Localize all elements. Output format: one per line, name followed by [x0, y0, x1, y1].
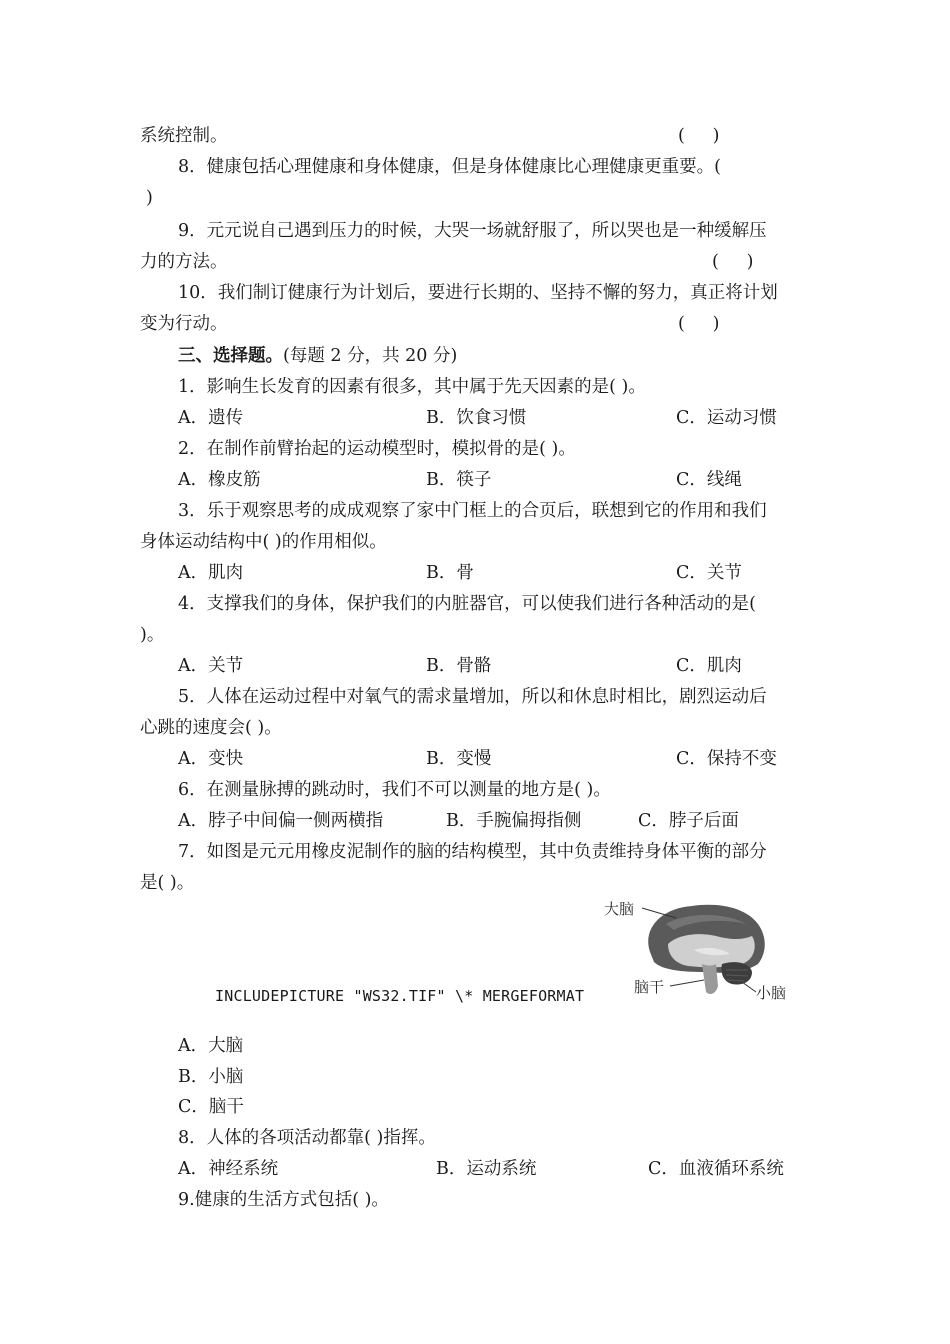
- tf-q9-line2: 力的方法。: [140, 252, 228, 272]
- section-note: (每题 2 分，共 20 分): [283, 346, 458, 366]
- mc-q4-stem-line1: 4．支撑我们的身体，保护我们的内脏器官，可以使我们进行各种活动的是(: [178, 594, 756, 614]
- mc-q5-option-c: C．保持不变: [676, 749, 777, 769]
- tf-q8-line1: 8．健康包括心理健康和身体健康，但是身体健康比心理健康更重要。(: [178, 157, 721, 177]
- tf-q10-answer-paren: ( ): [678, 314, 720, 334]
- tf-q10-line1: 10．我们制订健康行为计划后，要进行长期的、坚持不懈的努力，真正将计划: [178, 283, 778, 303]
- tf-q10-line2: 变为行动。: [140, 314, 228, 334]
- mc-q9-stem: 9.健康的生活方式包括( )。: [178, 1190, 389, 1210]
- brainstem-shape: [702, 964, 718, 994]
- mc-q8-stem: 8．人体的各项活动都靠( )指挥。: [178, 1128, 436, 1148]
- label-brainstem: 脑干: [634, 978, 665, 996]
- q7-tail: 系统控制。: [140, 126, 228, 146]
- mc-q8-option-a: A．神经系统: [178, 1159, 279, 1179]
- mc-q6-option-c: C．脖子后面: [638, 811, 739, 831]
- mc-q3-option-c: C．关节: [676, 563, 742, 583]
- cerebellum-leader-line: [742, 982, 756, 992]
- mc-q6-option-b: B．手腕偏拇指侧: [446, 811, 582, 831]
- mc-q7-option-a: A．大脑: [178, 1036, 244, 1056]
- mc-q3-stem-line2: 身体运动结构中( )的作用相似。: [140, 532, 387, 552]
- section-heading: [178, 344, 457, 368]
- mc-q8-option-b: B．运动系统: [436, 1159, 537, 1179]
- mc-q5-stem-line2: 心跳的速度会( )。: [140, 718, 282, 738]
- mc-q5-stem-line1: 5．人体在运动过程中对氧气的需求量增加，所以和休息时相比，剧烈运动后: [178, 687, 767, 707]
- includepicture-field-code: INCLUDEPICTURE "WS32.TIF" \* MERGEFORMAT: [215, 987, 585, 1005]
- mc-q7-stem-line1: 7．如图是元元用橡皮泥制作的脑的结构模型，其中负责维持身体平衡的部分: [178, 842, 767, 862]
- mc-q4-option-c: C．肌肉: [676, 656, 742, 676]
- mc-q2-option-c: C．线绳: [676, 470, 742, 490]
- mc-q8-option-c: C．血液循环系统: [648, 1159, 784, 1179]
- mc-q2-stem: 2．在制作前臂抬起的运动模型时，模拟骨的是( )。: [178, 439, 576, 459]
- section-title: 三、选择题。: [178, 346, 283, 366]
- mc-q6-option-a: A．脖子中间偏一侧两横指: [178, 811, 384, 831]
- mc-q1-option-a: A．遗传: [178, 408, 244, 428]
- mc-q3-option-a: A．肌肉: [178, 563, 244, 583]
- mc-q4-option-a: A．关节: [178, 656, 244, 676]
- mc-q4-option-b: B．骨骼: [426, 656, 492, 676]
- brain-figure: [596, 894, 796, 1004]
- mc-q2-option-a: A．橡皮筋: [178, 470, 261, 490]
- q7-answer-paren: ( ): [678, 126, 720, 146]
- mc-q1-option-c: C．运动习惯: [676, 408, 777, 428]
- mc-q6-stem: 6．在测量脉搏的跳动时，我们不可以测量的地方是( )。: [178, 780, 611, 800]
- label-cerebellum: 小脑: [756, 984, 787, 1002]
- mc-q7-option-c: C．脑干: [178, 1097, 244, 1117]
- tf-q8-line2: ): [146, 188, 153, 208]
- mc-q1-option-b: B．饮食习惯: [426, 408, 527, 428]
- mc-q7-stem-line2: 是( )。: [140, 873, 195, 893]
- mc-q7-option-b: B．小脑: [178, 1067, 244, 1087]
- mc-q3-stem-line1: 3．乐于观察思考的成成观察了家中门框上的合页后，联想到它的作用和我们: [178, 501, 767, 521]
- mc-q4-stem-line2: )。: [140, 625, 165, 645]
- mc-q3-option-b: B．骨: [426, 563, 474, 583]
- tf-q9-line1: 9．元元说自己遇到压力的时候，大哭一场就舒服了，所以哭也是一种缓解压: [178, 221, 767, 241]
- mc-q5-option-a: A．变快: [178, 749, 244, 769]
- brainstem-leader-line: [670, 980, 704, 986]
- mc-q5-option-b: B．变慢: [426, 749, 492, 769]
- mc-q1-stem: 1．影响生长发育的因素有很多，其中属于先天因素的是( )。: [178, 377, 646, 397]
- mc-q2-option-b: B．筷子: [426, 470, 492, 490]
- label-cerebrum: 大脑: [604, 900, 635, 918]
- tf-q9-answer-paren: ( ): [712, 252, 754, 272]
